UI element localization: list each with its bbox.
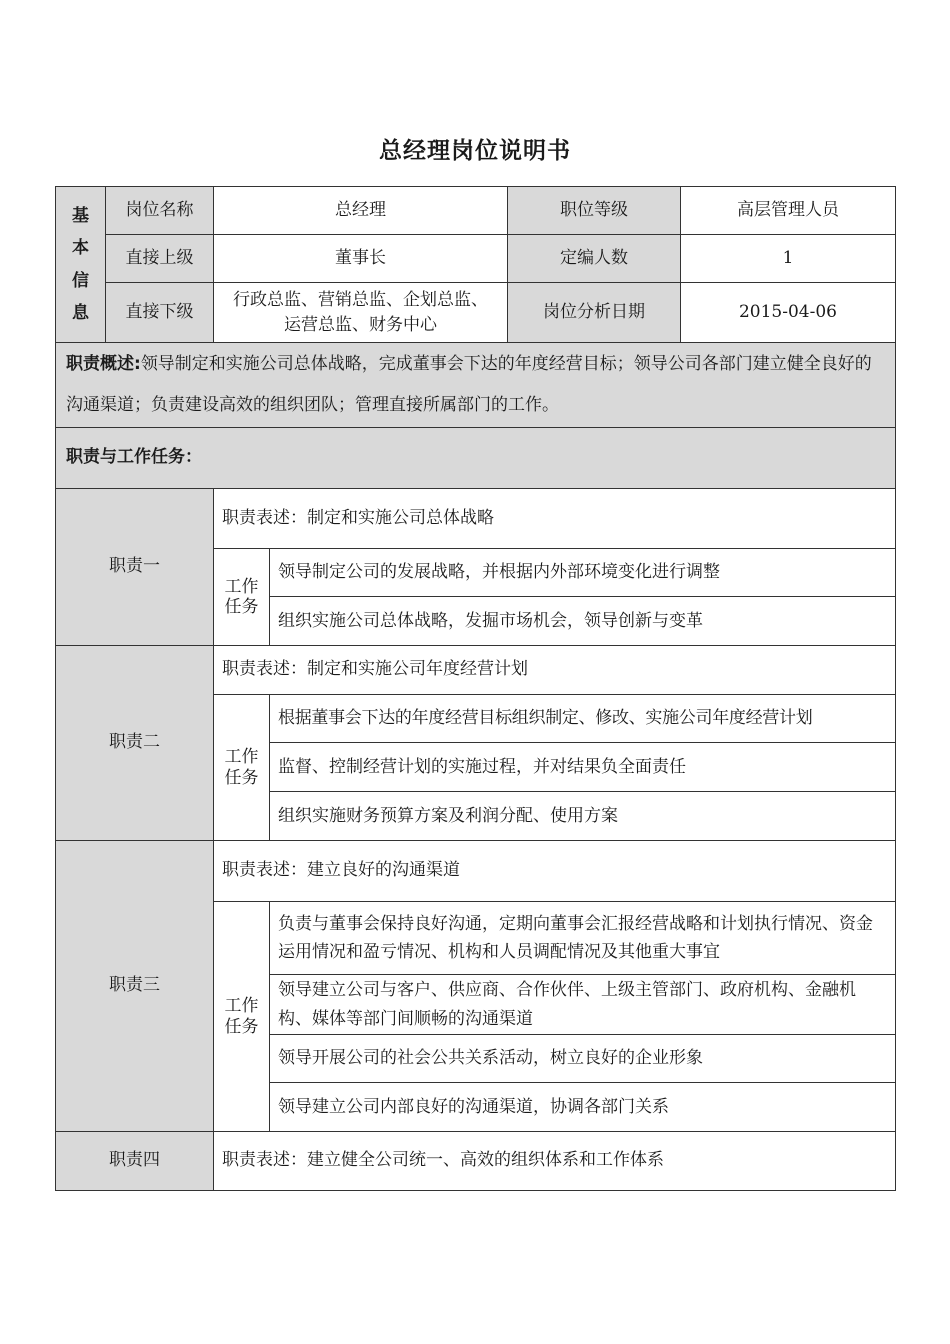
position-name-value: 总经理 xyxy=(214,187,508,235)
duty-2-desc: 职责表述：制定和实施公司年度经营计划 xyxy=(214,646,896,695)
basic-row-2 xyxy=(56,235,896,283)
duty-4-desc: 职责表述：建立健全公司统一、高效的组织体系和工作体系 xyxy=(214,1132,896,1191)
duty-summary xyxy=(56,343,896,428)
job-description-table xyxy=(55,186,896,1191)
duty-3-name: 职责三 xyxy=(56,841,214,1132)
duty-2-task-1: 根据董事会下达的年度经营目标组织制定、修改、实施公司年度经营计划 xyxy=(270,695,896,743)
direct-subordinate-value: 行政总监、营销总监、企划总监、 运营总监、财务中心 xyxy=(214,283,508,343)
duty-3-task-1: 负责与董事会保持良好沟通，定期向董事会汇报经营战略和计划执行情况、资金运用情况和盈亏情况、机构和人员调配情况及其他重大事宜 xyxy=(270,902,896,975)
duty-2-desc-row xyxy=(56,646,896,695)
duty-3-task-3: 领导开展公司的社会公共关系活动，树立良好的企业形象 xyxy=(270,1035,896,1083)
duty-1-work-task-label: 工作 任务 xyxy=(214,549,270,646)
basic-info-section-label: 基 本 信 息 xyxy=(56,187,106,343)
duty-1-name: 职责一 xyxy=(56,489,214,646)
direct-superior-label: 直接上级 xyxy=(106,235,214,283)
direct-subordinate-label: 直接下级 xyxy=(106,283,214,343)
duty-2-task-3: 组织实施财务预算方案及利润分配、使用方案 xyxy=(270,792,896,841)
duty-3-task-2: 领导建立公司与客户、供应商、合作伙伴、上级主管部门、政府机构、金融机构、媒体等部门间顺畅的沟通渠道 xyxy=(270,975,896,1035)
tasks-heading-row xyxy=(56,428,896,489)
duty-2-task-2: 监督、控制经营计划的实施过程，并对结果负全面责任 xyxy=(270,743,896,792)
duty-3-work-task-label: 工作 任务 xyxy=(214,902,270,1132)
duty-summary-text: 领导制定和实施公司总体战略，完成董事会下达的年度经营目标；领导公司各部门建立健全良好的沟通渠道；负责建设高效的组织团队；管理直接所属部门的工作。 xyxy=(66,354,872,415)
analysis-date-label: 岗位分析日期 xyxy=(508,283,681,343)
duty-3-task-4: 领导建立公司内部良好的沟通渠道，协调各部门关系 xyxy=(270,1083,896,1132)
tasks-heading: 职责与工作任务： xyxy=(56,428,896,489)
basic-row-3 xyxy=(56,283,896,343)
analysis-date-value: 2015-04-06 xyxy=(681,283,896,343)
position-level-label: 职位等级 xyxy=(508,187,681,235)
headcount-value: 1 xyxy=(681,235,896,283)
duty-1-desc: 职责表述：制定和实施公司总体战略 xyxy=(214,489,896,549)
duty-summary-label: 职责概述: xyxy=(66,354,141,374)
duty-1-task-2: 组织实施公司总体战略，发掘市场机会，领导创新与变革 xyxy=(270,597,896,646)
duty-1-desc-row xyxy=(56,489,896,549)
duty-4-name: 职责四 xyxy=(56,1132,214,1191)
headcount-label: 定编人数 xyxy=(508,235,681,283)
duty-2-work-task-label: 工作 任务 xyxy=(214,695,270,841)
position-level-value: 高层管理人员 xyxy=(681,187,896,235)
duty-4-desc-row xyxy=(56,1132,896,1191)
summary-row xyxy=(56,343,896,428)
duty-2-name: 职责二 xyxy=(56,646,214,841)
position-name-label: 岗位名称 xyxy=(106,187,214,235)
duty-3-desc-row xyxy=(56,841,896,902)
duty-3-desc: 职责表述：建立良好的沟通渠道 xyxy=(214,841,896,902)
direct-superior-value: 董事长 xyxy=(214,235,508,283)
duty-1-task-1: 领导制定公司的发展战略，并根据内外部环境变化进行调整 xyxy=(270,549,896,597)
page-title: 总经理岗位说明书 xyxy=(379,138,571,164)
basic-row-1 xyxy=(56,187,896,235)
